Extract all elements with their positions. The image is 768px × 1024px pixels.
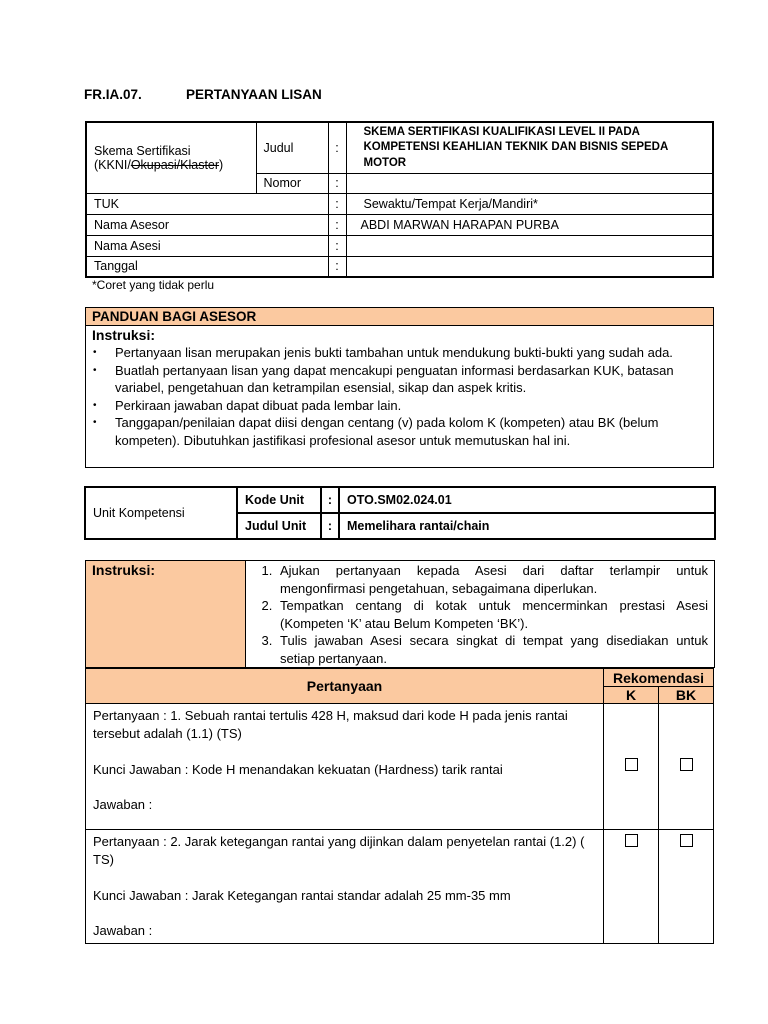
question-row	[86, 704, 714, 830]
form-code: FR.IA.07.	[84, 87, 142, 102]
colon: :	[328, 256, 346, 277]
question-row	[86, 830, 714, 944]
judul-unit-label: Judul Unit	[237, 513, 321, 539]
asesi-value	[346, 235, 713, 256]
unit-label: Unit Kompetensi	[85, 487, 237, 539]
column-recommendation: Rekomendasi	[604, 669, 714, 687]
guide-list	[86, 344, 713, 449]
nomor-value	[346, 173, 713, 193]
guide-heading: PANDUAN BAGI ASESOR	[86, 308, 713, 326]
tuk-label: TUK	[86, 193, 328, 214]
column-bk: BK	[659, 687, 714, 704]
guide-item: • Pertanyaan lisan merupakan jenis bukti tambahan untuk mendukung bukti-bukti yang sudah ada.	[115, 344, 713, 362]
judul-value: SKEMA SERTIFIKASI KUALIFIKASI LEVEL II PADA KOMPETENSI KEAHLIAN TEKNIK DAN BISNIS SEPEDA MOTOR	[346, 122, 713, 173]
colon: :	[328, 173, 346, 193]
question-text: Pertanyaan : 1. Sebuah rantai tertulis 428 H, maksud dari kode H pada jenis rantai tersebut adalah (1.1) (TS)	[93, 708, 568, 741]
judul-label: Judul	[256, 122, 328, 173]
guide-item: • Tanggapan/penilaian dapat diisi dengan centang (v) pada kolom K (kompeten) atau BK (belum kompeten). Dibutuhkan jastifikasi profesional asesor untuk memutuskan hal ini.	[115, 414, 713, 449]
guide-subheading: Instruksi:	[92, 327, 156, 343]
skema-label: Skema Sertifikasi (KKNI/Okupasi/Klaster)	[86, 122, 256, 193]
instruction-item: 2. Tempatkan centang di kotak untuk mencerminkan prestasi Asesi (Kompeten ‘K’ atau Belum Kompeten ‘BK’).	[276, 597, 708, 632]
k-checkbox[interactable]	[625, 758, 638, 771]
kode-unit-label: Kode Unit	[237, 487, 321, 513]
instructions-list	[252, 562, 708, 667]
colon: :	[321, 513, 339, 539]
asesor-label: Nama Asesor	[86, 214, 328, 235]
colon: :	[328, 122, 346, 173]
form-title: PERTANYAAN LISAN	[186, 87, 322, 102]
column-question: Pertanyaan	[86, 669, 604, 704]
unit-table	[84, 486, 716, 540]
guide-item: • Perkiraan jawaban dapat dibuat pada lembar lain.	[115, 397, 713, 415]
tanggal-label: Tanggal	[86, 256, 328, 277]
colon: :	[328, 193, 346, 214]
asesi-label: Nama Asesi	[86, 235, 328, 256]
tanggal-value	[346, 256, 713, 277]
instruction-item: 1. Ajukan pertanyaan kepada Asesi dari daftar terlampir untuk mengonfirmasi pengetahuan, sebagaimana diperlukan.	[276, 562, 708, 597]
nomor-label: Nomor	[256, 173, 328, 193]
colon: :	[328, 214, 346, 235]
answer-key: Kunci Jawaban : Jarak Ketegangan rantai standar adalah 25 mm-35 mm	[93, 888, 511, 903]
answer-label: Jawaban :	[93, 797, 153, 812]
colon: :	[328, 235, 346, 256]
kode-unit-value: OTO.SM02.024.01	[339, 487, 715, 513]
column-k: K	[604, 687, 659, 704]
instructions-box	[85, 560, 715, 668]
answer-label: Jawaban :	[93, 923, 153, 938]
answer-key: Kunci Jawaban : Kode H menandakan kekuatan (Hardness) tarik rantai	[93, 762, 503, 777]
question-text: Pertanyaan : 2. Jarak ketegangan rantai yang dijinkan dalam penyetelan rantai (1.2) ( TS)	[93, 834, 585, 867]
k-checkbox[interactable]	[625, 834, 638, 847]
instruction-item: 3. Tulis jawaban Asesi secara singkat di tempat yang disediakan untuk setiap pertanyaan.	[276, 632, 708, 667]
asesor-value: ABDI MARWAN HARAPAN PURBA	[346, 214, 713, 235]
footnote: *Coret yang tidak perlu	[92, 278, 215, 292]
info-table	[85, 121, 714, 278]
questions-table	[85, 668, 714, 944]
tuk-value: Sewaktu/Tempat Kerja/Mandiri*	[346, 193, 713, 214]
bk-checkbox[interactable]	[680, 758, 693, 771]
assessor-guide	[85, 307, 714, 468]
guide-item: • Buatlah pertanyaan lisan yang dapat mencakupi penguatan informasi berdasarkan KUK, batasan variabel, pengetahuan dan ketrampilan esensial, sikap dan aspek kritis.	[115, 362, 713, 397]
judul-unit-value: Memelihara rantai/chain	[339, 513, 715, 539]
colon: :	[321, 487, 339, 513]
instructions-label: Instruksi:	[86, 561, 246, 667]
bk-checkbox[interactable]	[680, 834, 693, 847]
